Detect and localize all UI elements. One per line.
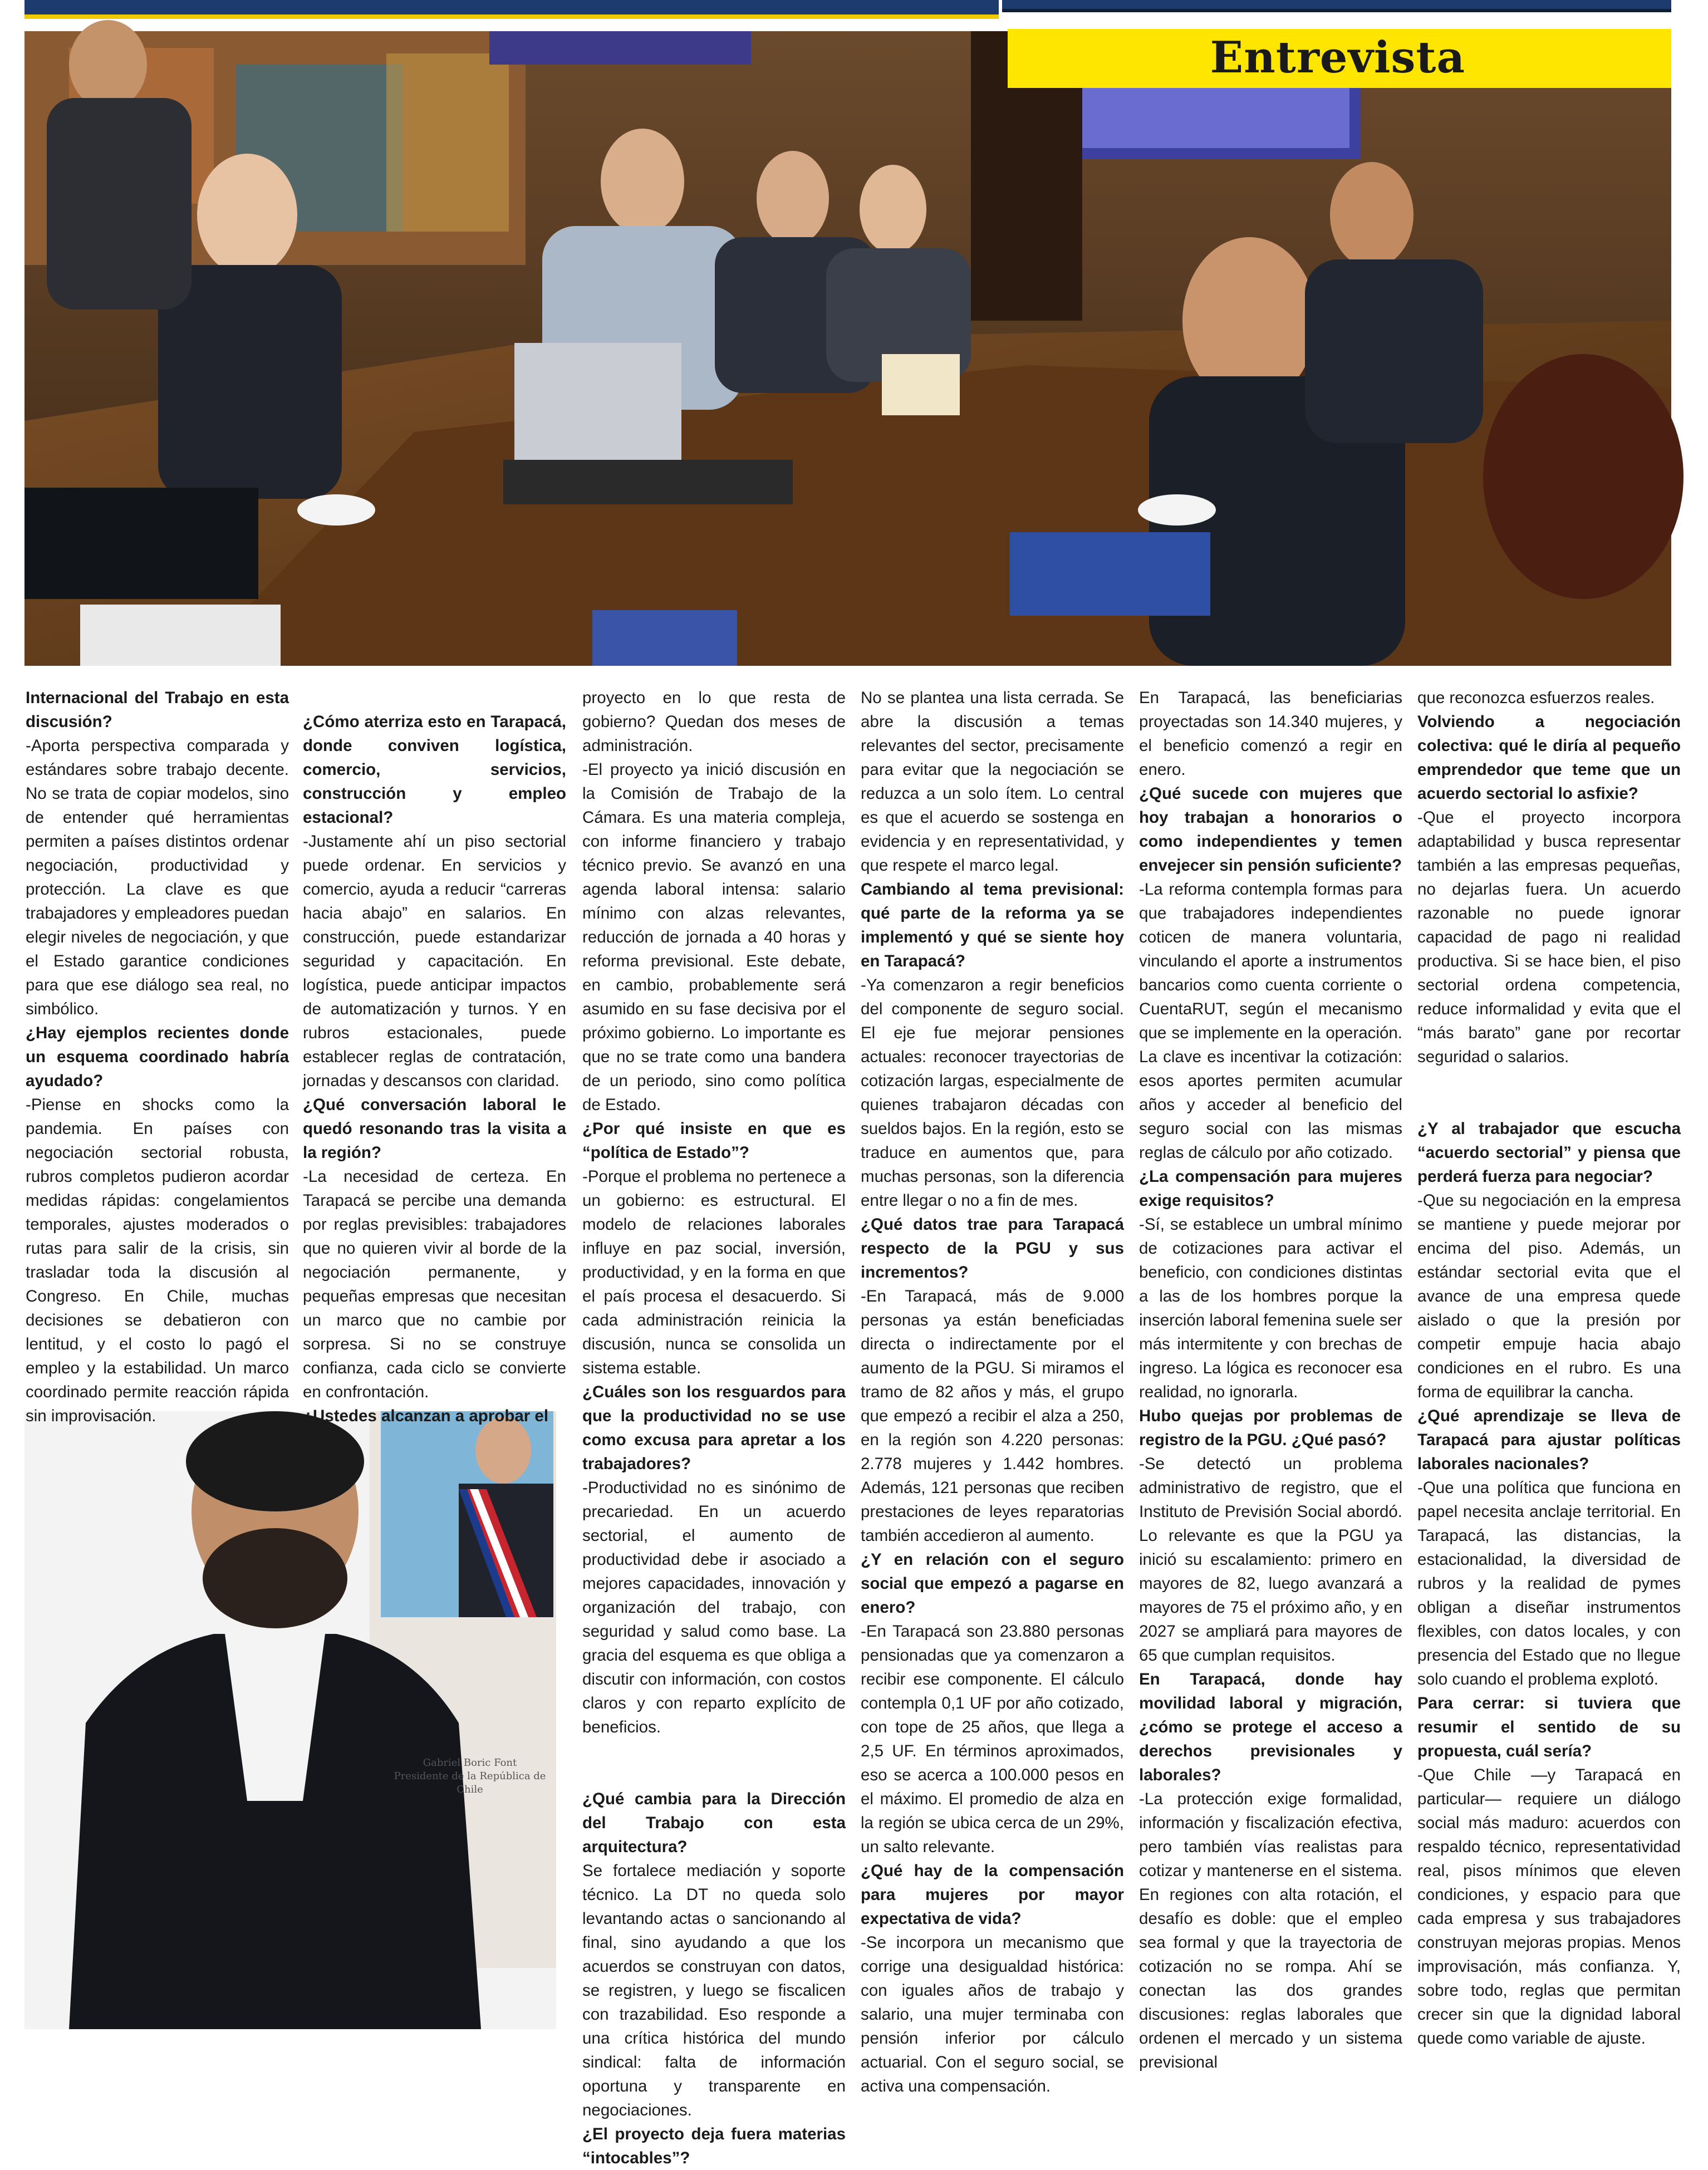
interview-answer: En Tarapacá, las beneficiarias proyectadas son 14.340 mujeres, y el beneficio comenzó a regir en enero.: [1139, 689, 1402, 779]
interview-question: ¿Qué datos trae para Tarapacá respecto de la PGU y sus incrementos?: [861, 1215, 1124, 1282]
interview-question: ¿Qué sucede con mujeres que hoy trabajan a honorarios o como independientes y temen envejecer sin pensión suficiente?: [1139, 784, 1402, 875]
interview-answer: -Que Chile —y Tarapacá en particular— requiere un diálogo social más maduro: acuerdos con respaldo técnico, representatividad real, pisos mínimos que eleven condiciones, y espacio para que cada empresa y sus trabajadores construyan mejoras propias. Menos improvisación, más confianza. Y, sobre todo, reglas que permitan crecer sin que la dignidad laboral quede como variable de ajuste.: [1417, 1766, 1681, 2048]
interview-question: ¿Qué aprendizaje se lleva de Tarapacá para ajustar políticas laborales nacionales?: [1417, 1407, 1681, 1473]
interview-question: ¿Hay ejemplos recientes donde un esquema coordinado habría ayudado?: [26, 1024, 289, 1090]
article-column-3: [582, 686, 846, 2170]
interview-question: En Tarapacá, donde hay movilidad laboral y migración, ¿cómo se protege el acceso a derechos previsionales y laborales?: [1139, 1670, 1402, 1784]
interview-answer: -Sí, se establece un umbral mínimo de cotizaciones para activar el beneficio, con condiciones distintas a las de los hombres porque la inserción laboral femenina suele ser más intermitente y con brechas de ingreso. La lógica es reconocer esa realidad, no ignorarla.: [1139, 1215, 1402, 1401]
interview-question: ¿Cuáles son los resguardos para que la productividad no se use como excusa para apretar a los trabajadores?: [582, 1383, 846, 1473]
column-spacer: [1417, 1069, 1681, 1117]
interview-question: ¿La compensación para mujeres exige requisitos?: [1139, 1167, 1402, 1210]
interview-answer: -El proyecto ya inició discusión en la Comisión de Trabajo de la Cámara. Es una materia compleja, con informe financiero y trabajo técnico previo. Se avanzó en una agenda laboral intensa: salario mínimo con alzas relevantes, reducción de jornada a 40 horas y reforma previsional. Este debate, en cambio, probablemente será asumido en su fase decisiva por el próximo gobierno. Lo importante es que no se trate como una bandera de un periodo, sino como política de Estado.: [582, 760, 846, 1114]
interview-question: ¿Qué hay de la compensación para mujeres por mayor expectativa de vida?: [861, 1862, 1124, 1928]
interview-question: ¿Y en relación con el seguro social que empezó a pagarse en enero?: [861, 1550, 1124, 1617]
article-column-6: [1417, 686, 1681, 2050]
interview-question: ¿Qué conversación laboral le quedó resonando tras la visita a la región?: [303, 1096, 566, 1162]
interview-answer: -La reforma contempla formas para que trabajadores independientes coticen de manera voluntaria, vinculando el aporte a instrumentos bancarios como cuenta corriente o CuentaRUT, según el mecanismo que se implemente en la operación. La clave es incentivar la cotización: esos aportes permiten acumular años y acceder al beneficio del seguro social con las mismas reglas de cálculo por año cotizado.: [1139, 880, 1402, 1162]
interview-answer: -Piense en shocks como la pandemia. En países con negociación sectorial robusta, rubros completos pudieron acordar medidas rápidas: congelamientos temporales, ajustes moderados o rutas para salir de la crisis, sin trasladar toda la discusión al Congreso. En Chile, muchas decisiones se debatieron con lentitud, y el costo lo pagó el empleo y la estabilidad. Un marco coordinado permite reacción rápida sin improvisación.: [26, 1096, 289, 1425]
article-column-1: [26, 686, 289, 1428]
interview-question: Hubo quejas por problemas de registro de la PGU. ¿Qué pasó?: [1139, 1407, 1402, 1449]
interview-question: ¿Por qué insiste en que es “política de Estado”?: [582, 1120, 846, 1162]
column-spacer: [303, 686, 566, 710]
section-label: Entrevista: [1210, 32, 1465, 83]
interview-answer: -Se incorpora un mecanismo que corrige una desigualdad histórica: con iguales años de trabajo y salario, una mujer terminaba con pensión inferior por cálculo actuarial. Con el seguro social, se activa una compensación.: [861, 1933, 1124, 2095]
portrait-caption: [386, 1756, 553, 1796]
masthead-right-strip: [1002, 0, 1671, 9]
interview-answer: Se fortalece mediación y soporte técnico. La DT no queda solo levantando actas o sancionando al final, sino ayudando a que los acuerdos se construyan con datos, se registren, y luego se fiscalicen con trazabilidad. Eso responde a una crítica histórica del mundo sindical: falta de información oportuna y transparente en negociaciones.: [582, 1862, 846, 2119]
article-column-5: [1139, 686, 1402, 2074]
interview-answer: -En Tarapacá son 23.880 personas pensionadas que ya comenzaron a recibir ese componente. El cálculo contempla 0,1 UF por año cotizado, con tope de 25 años, que llega a 2,5 UF. En términos aproximados, eso se acerca a 100.000 pesos en el máximo. El promedio de alza en la región se ubica cerca de un 29%, un salto relevante.: [861, 1622, 1124, 1856]
interview-answer: proyecto en lo que resta de gobierno? Quedan dos meses de administración.: [582, 689, 846, 755]
interview-answer: -Justamente ahí un piso sectorial puede ordenar. En servicios y comercio, ayuda a reducir “carreras hacia abajo” en salarios. En construcción, puede estandarizar seguridad y capacitación. En logística, puede anticipar impactos de automatización y turnos. Y en rubros estacionales, puede establecer reglas de contratación, jornadas y descansos con claridad.: [303, 832, 566, 1090]
interview-answer: -Se detectó un problema administrativo de registro, que el Instituto de Previsión Social abordó. Lo relevante es que la PGU ya inició su escalamiento: primero en mayores de 82, luego avanzará a mayores de 75 el próximo año, y en 2027 se ampliará para mayores de 65 que cumplan requisitos.: [1139, 1455, 1402, 1665]
masthead-bar: [0, 0, 1708, 27]
interview-question: ¿Y al trabajador que escucha “acuerdo sectorial” y piensa que perderá fuerza para negociar?: [1417, 1120, 1681, 1186]
portrait-caption-title: Presidente de la República de Chile: [394, 1770, 546, 1795]
interview-question: ¿Cómo aterriza esto en Tarapacá, donde conviven logística, comercio, servicios, construcción y empleo estacional?: [303, 713, 566, 827]
masthead-divider: [1002, 9, 1671, 12]
column-spacer: [582, 1739, 846, 1787]
interview-answer: No se plantea una lista cerrada. Se abre la discusión a temas relevantes del sector, precisamente para evitar que la negociación se reduzca a un solo ítem. Lo central es que el acuerdo se sostenga en evidencia y en representatividad, y que respete el marco legal.: [861, 689, 1124, 875]
interview-answer: -Que una política que funciona en papel necesita anclaje territorial. En Tarapacá, las distancias, la estacionalidad, la diversidad de rubros y la realidad de pymes obligan a diseñar instrumentos flexibles, con datos locales, y con presencia del Estado que no llegue solo cuando el problema explotó.: [1417, 1479, 1681, 1688]
interview-question: Para cerrar: si tuviera que resumir el sentido de su propuesta, cuál sería?: [1417, 1694, 1681, 1760]
interview-question: ¿Qué cambia para la Dirección del Trabajo con esta arquitectura?: [582, 1790, 846, 1856]
portrait-caption-name: Gabriel Boric Font: [423, 1757, 517, 1769]
meeting-photo: [24, 31, 1671, 666]
interview-answer: -Que su negociación en la empresa se mantiene y puede mejorar por encima del piso. Además, un estándar sectorial evita que el avance de una empresa quede aislado o que la presión por competir empuje hacia abajo condiciones en el rubro. Es una forma de equilibrar la cancha.: [1417, 1191, 1681, 1401]
interview-answer: -Ya comenzaron a regir beneficios del componente de seguro social. El eje fue mejorar pensiones actuales: reconocer trayectorias de cotización largas, especialmente de quienes trabajaron décadas con sueldos bajos. En la región, esto se traduce en aumentos que, para muchas personas, son la diferencia entre llegar o no a fin de mes.: [861, 976, 1124, 1210]
interview-question: Cambiando al tema previsional: qué parte de la reforma ya se implementó y qué se siente hoy en Tarapacá?: [861, 880, 1124, 970]
interview-answer: -La protección exige formalidad, información y fiscalización efectiva, pero también vías realistas para cotizar y mantenerse en el sistema. En regiones con alta rotación, el desafío es doble: que el empleo sea formal y que la trayectoria de cotización no se rompa. Ahí se conectan las dos grandes discusiones: reglas laborales que ordenen el mercado y un sistema previsional: [1139, 1790, 1402, 2071]
section-banner: [1008, 29, 1671, 88]
article-column-2: [303, 686, 566, 1428]
interview-question: Volviendo a negociación colectiva: qué le diría al pequeño emprendedor que teme que un acuerdo sectorial lo asfixie?: [1417, 713, 1681, 803]
interview-answer: -Que el proyecto incorpora adaptabilidad y busca representar también a las empresas pequeñas, no dejarlas fuera. Un acuerdo razonable no puede ignorar capacidad de pago ni realidad productiva. Si se hace bien, el piso sectorial ordena competencia, reduce informalidad y evita que el “más barato” gane por recortar seguridad o salarios.: [1417, 808, 1681, 1066]
interview-question: ¿El proyecto deja fuera materias “intocables”?: [582, 2125, 846, 2167]
article-column-4: [861, 686, 1124, 2098]
masthead-left-strip: [24, 0, 999, 19]
interview-question: Internacional del Trabajo en esta discusión?: [26, 689, 289, 731]
interview-answer: que reconozca esfuerzos reales.: [1417, 689, 1655, 707]
interview-answer: -La necesidad de certeza. En Tarapacá se percibe una demanda por reglas previsibles: trabajadores que no quieren vivir al borde de la negociación permanente, y pequeñas empresas que necesitan un marco que no cambie por sorpresa. Si no se construye confianza, cada ciclo se convierte en confrontación.: [303, 1167, 566, 1401]
interview-question: ¿Ustedes alcanzan a aprobar el: [303, 1407, 549, 1425]
interview-answer: -Productividad no es sinónimo de precariedad. En un acuerdo sectorial, el aumento de productividad debe ir asociado a mejores capacidades, innovación y organización del trabajo, con seguridad y salud como base. La gracia del esquema es que obliga a discutir con información, con costos claros y con reparto explícito de beneficios.: [582, 1479, 846, 1736]
portrait-photo: [24, 1411, 556, 2029]
interview-answer: -En Tarapacá, más de 9.000 personas ya están beneficiadas directa o indirectamente por el aumento de la PGU. Si miramos el tramo de 82 años y más, el grupo que empezó a recibir el alza a 250, en la región son 4.220 personas: 2.778 mujeres y 1.442 hombres. Además, 121 personas que reciben prestaciones de leyes reparatorias también accedieron al aumento.: [861, 1287, 1124, 1545]
interview-answer: -Porque el problema no pertenece a un gobierno: es estructural. El modelo de relaciones laborales influye en paz social, inversión, productividad, y en la forma en que el país procesa el desacuerdo. Si cada administración reinicia la discusión, nunca se consolida un sistema estable.: [582, 1167, 846, 1377]
interview-answer: -Aporta perspectiva comparada y estándares sobre trabajo decente. No se trata de copiar modelos, sino de entender qué herramientas permiten a países distintos ordenar negociación, productividad y protección. La clave es que trabajadores y empleadores puedan elegir niveles de negociación, y que el Estado garantice condiciones para que ese diálogo sea real, no simbólico.: [26, 737, 289, 1018]
